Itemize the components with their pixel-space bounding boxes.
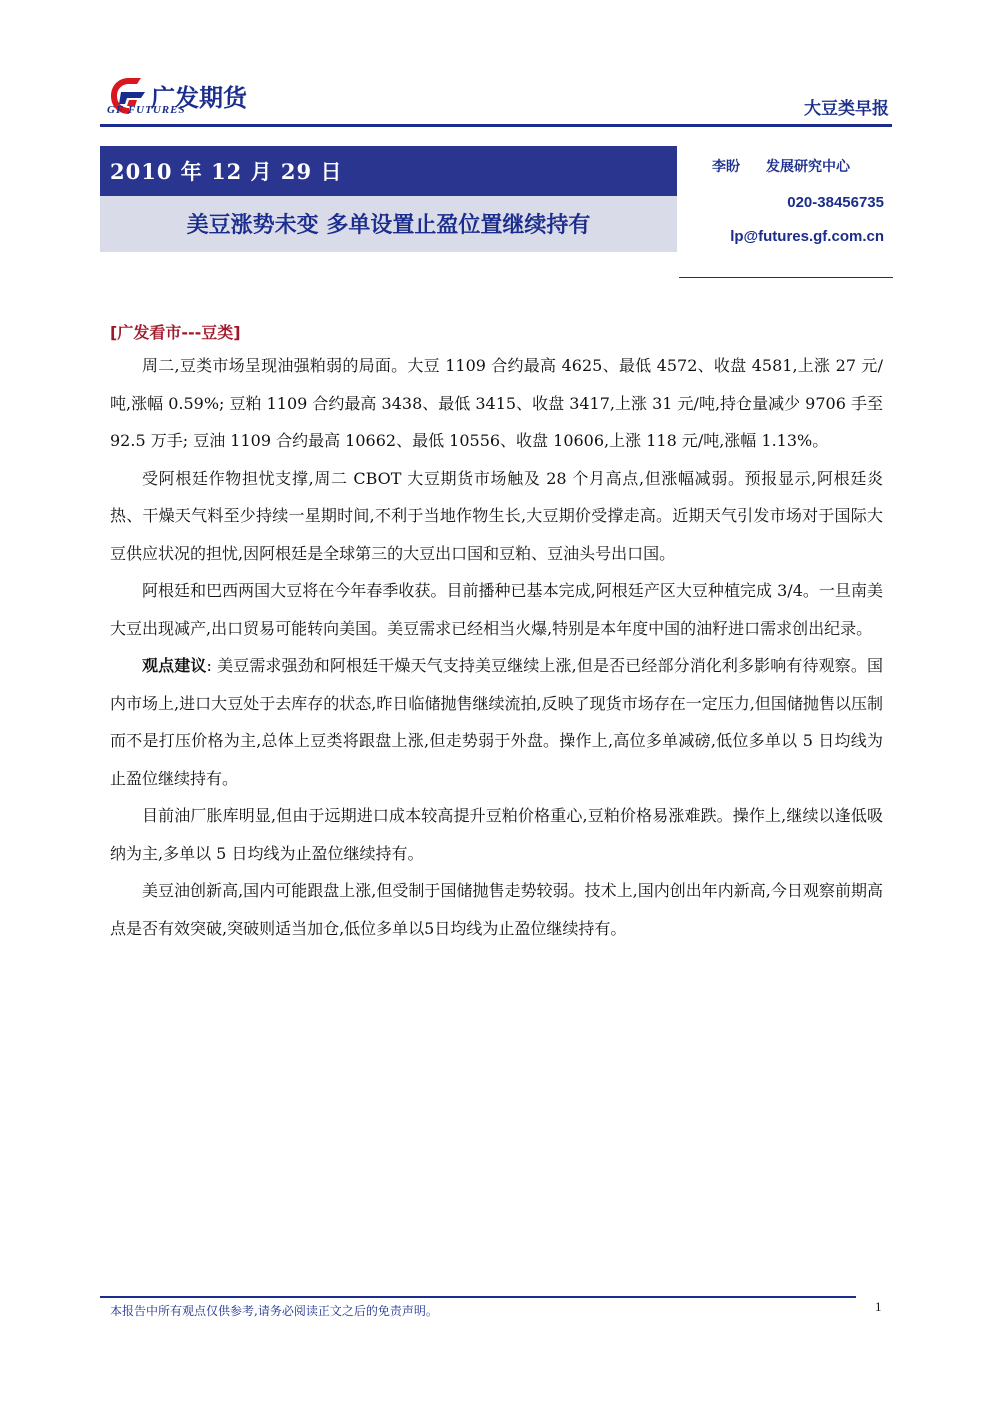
- report-date: 2010 年 12 月 29 日: [110, 159, 343, 184]
- paragraph-cbot: 受阿根廷作物担忧支撑,周二 CBOT 大豆期货市场触及 28 个月高点,但涨幅减弱。预报显示,阿根廷炎热、干燥天气料至少持续一星期时间,不利于当地作物生长,大豆期价受撑走高。近期天气引发市场对于国际大豆供应状况的担忧,因阿根廷是全球第三的大豆出口国和豆粕、豆油头号出口国。: [110, 468, 883, 563]
- advice-label: 观点建议: [142, 656, 207, 675]
- author-line: [712, 156, 850, 176]
- disclaimer: 本报告中所有观点仅供参考,请务必阅读正文之后的免责声明。: [110, 1304, 438, 1318]
- report-headline: 美豆涨势未变 多单设置止盈位置继续持有: [186, 213, 591, 238]
- author-name: 李盼: [712, 159, 740, 175]
- paragraph-soyoil: 美豆油创新高,国内可能跟盘上涨,但受制于国储抛售走势较弱。技术上,国内创出年内新高,今日观察前期高点是否有效突破,突破则适当加仓,低位多单以5日均线为止盈位继续持有。: [110, 881, 883, 938]
- contact-phone: 020-38456735: [787, 194, 884, 211]
- department-name: 发展研究中心: [766, 159, 850, 175]
- report-type-label: 大豆类早报: [804, 99, 889, 119]
- paragraph-soymeal: 目前油厂胀库明显,但由于远期进口成本较高提升豆粕价格重心,豆粕价格易涨难跌。操作上,继续以逢低吸纳为主,多单以 5 日均线为止盈位继续持有。: [110, 806, 883, 863]
- page-number: 1: [875, 1299, 882, 1314]
- paragraph-south-america: 阿根廷和巴西两国大豆将在今年春季收获。目前播种已基本完成,阿根廷产区大豆种植完成 3/4。一旦南美大豆出现减产,出口贸易可能转向美国。美豆需求已经相当火爆,特别是本年度中国的油籽进口需求创出纪录。: [110, 581, 883, 638]
- logo-chinese-name: 广发期货: [151, 84, 247, 112]
- report-body: [110, 347, 883, 947]
- company-logo: [107, 74, 267, 120]
- logo-english-name: GF FUTURES: [107, 104, 186, 116]
- advice-text: : 美豆需求强劲和阿根廷干燥天气支持美豆继续上涨,但是否已经部分消化利多影响有待观察。国内市场上,进口大豆处于去库存的状态,昨日临储抛售继续流拍,反映了现货市场存在一定压力,但国储抛售以压制而不是打压价格为主,总体上豆类将跟盘上涨,但走势弱于外盘。操作上,高位多单减磅,低位多单以 5 日均线为止盈位继续持有。: [110, 656, 883, 788]
- contact-email[interactable]: lp@futures.gf.com.cn: [730, 228, 884, 245]
- paragraph-market-summary: 周二,豆类市场呈现油强粕弱的局面。大豆 1109 合约最高 4625、最低 4572、收盘 4581,上涨 27 元/吨,涨幅 0.59%; 豆粕 1109 合约最高 3438、最低 3415、收盘 3417,上涨 31 元/吨,持仓量减少 9706 手至 92.5 万手; 豆油 1109 合约最高 10662、最低 10556、收盘 10606,上涨 118 元/吨,涨幅 1.13%。: [110, 356, 883, 450]
- paragraph-advice: [110, 647, 883, 797]
- section-title: [广发看市---豆类]: [110, 323, 241, 342]
- header-divider: [100, 124, 892, 127]
- footer-divider: [100, 1296, 856, 1298]
- contact-divider: [679, 277, 893, 278]
